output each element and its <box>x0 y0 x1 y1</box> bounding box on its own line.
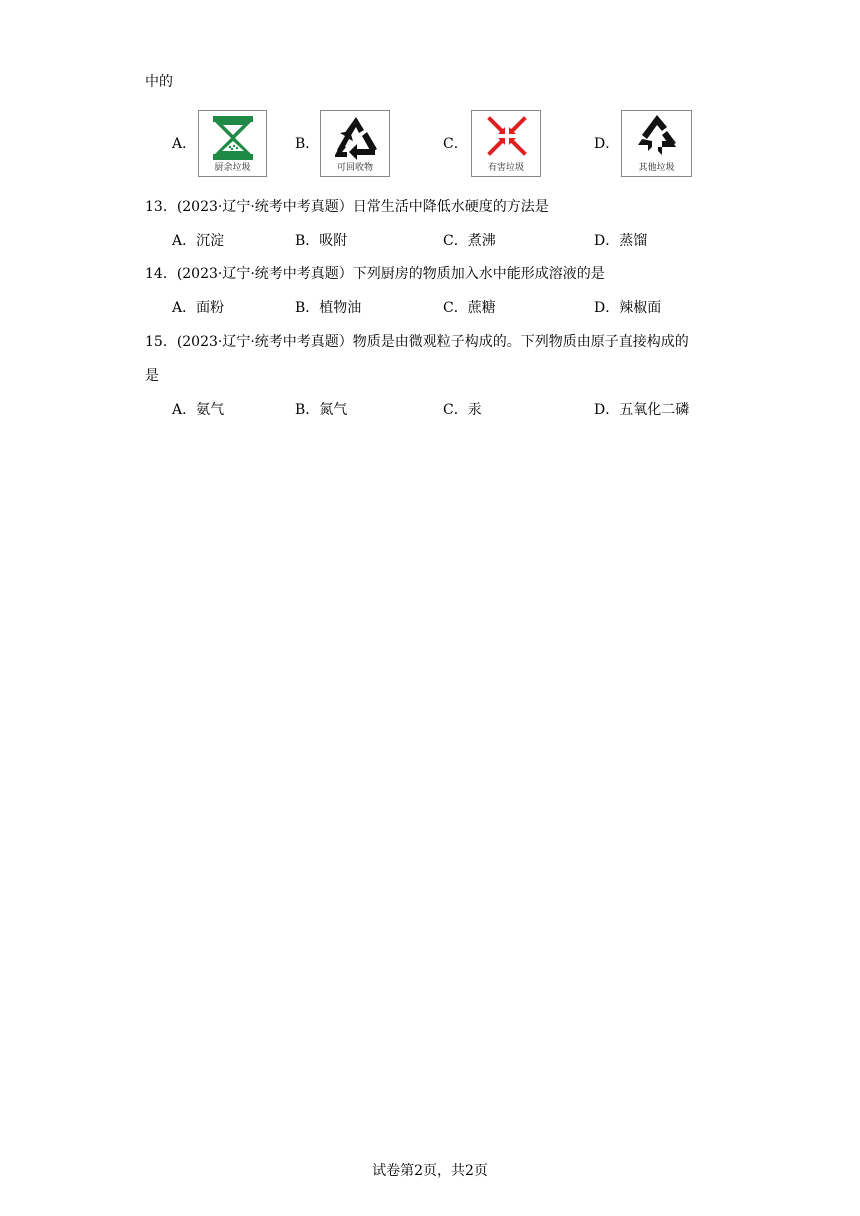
option-c-caption: 有害垃圾 <box>487 163 524 173</box>
option-c-image[interactable] <box>471 110 541 177</box>
option-d-caption: 其他垃圾 <box>638 163 675 173</box>
question-15-option-c[interactable]: C．汞 <box>443 402 482 418</box>
question-15-option-d[interactable]: D．五氧化二磷 <box>594 402 690 418</box>
option-a-caption: 厨余垃圾 <box>214 163 251 173</box>
recyclable-icon <box>331 114 381 160</box>
hazardous-waste-icon <box>484 113 530 159</box>
question-14-stem: 14．(2023·辽宁·统考中考真题）下列厨房的物质加入水中能形成溶液的是 <box>145 266 605 282</box>
option-d-letter[interactable]: D． <box>594 136 620 152</box>
question-15-stem-line2: 是 <box>145 368 159 384</box>
option-b-caption: 可回收物 <box>336 163 373 173</box>
question-13-option-d[interactable]: D．蒸馏 <box>594 233 648 249</box>
question-14-option-a[interactable]: A．面粉 <box>172 300 225 316</box>
question-14-option-d[interactable]: D．辣椒面 <box>594 300 662 316</box>
option-c-letter[interactable]: C． <box>443 136 468 152</box>
question-13-option-a[interactable]: A．沉淀 <box>172 233 225 249</box>
option-a-letter[interactable]: A． <box>172 136 197 152</box>
option-b-letter[interactable]: B． <box>295 136 320 152</box>
question-13-stem: 13．(2023·辽宁·统考中考真题）日常生活中降低水硬度的方法是 <box>145 199 549 215</box>
question-12-stem-tail: 中的 <box>145 74 173 90</box>
option-d-image[interactable] <box>621 110 692 177</box>
option-a-image[interactable] <box>198 110 267 177</box>
question-14-option-c[interactable]: C．蔗糖 <box>443 300 496 316</box>
question-15-stem-line1: 15．(2023·辽宁·统考中考真题）物质是由微观粒子构成的。下列物质由原子直接构成的 <box>145 334 689 350</box>
option-b-image[interactable] <box>320 110 390 177</box>
question-14-option-b[interactable]: B．植物油 <box>295 300 362 316</box>
question-15-option-b[interactable]: B．氮气 <box>295 402 348 418</box>
page-footer: 试卷第2页，共2页 <box>372 1163 488 1179</box>
kitchen-waste-icon <box>211 114 255 162</box>
question-13-option-b[interactable]: B．吸附 <box>295 233 348 249</box>
question-15-option-a[interactable]: A．氨气 <box>172 402 225 418</box>
question-13-option-c[interactable]: C．煮沸 <box>443 233 496 249</box>
other-waste-icon <box>634 113 680 161</box>
